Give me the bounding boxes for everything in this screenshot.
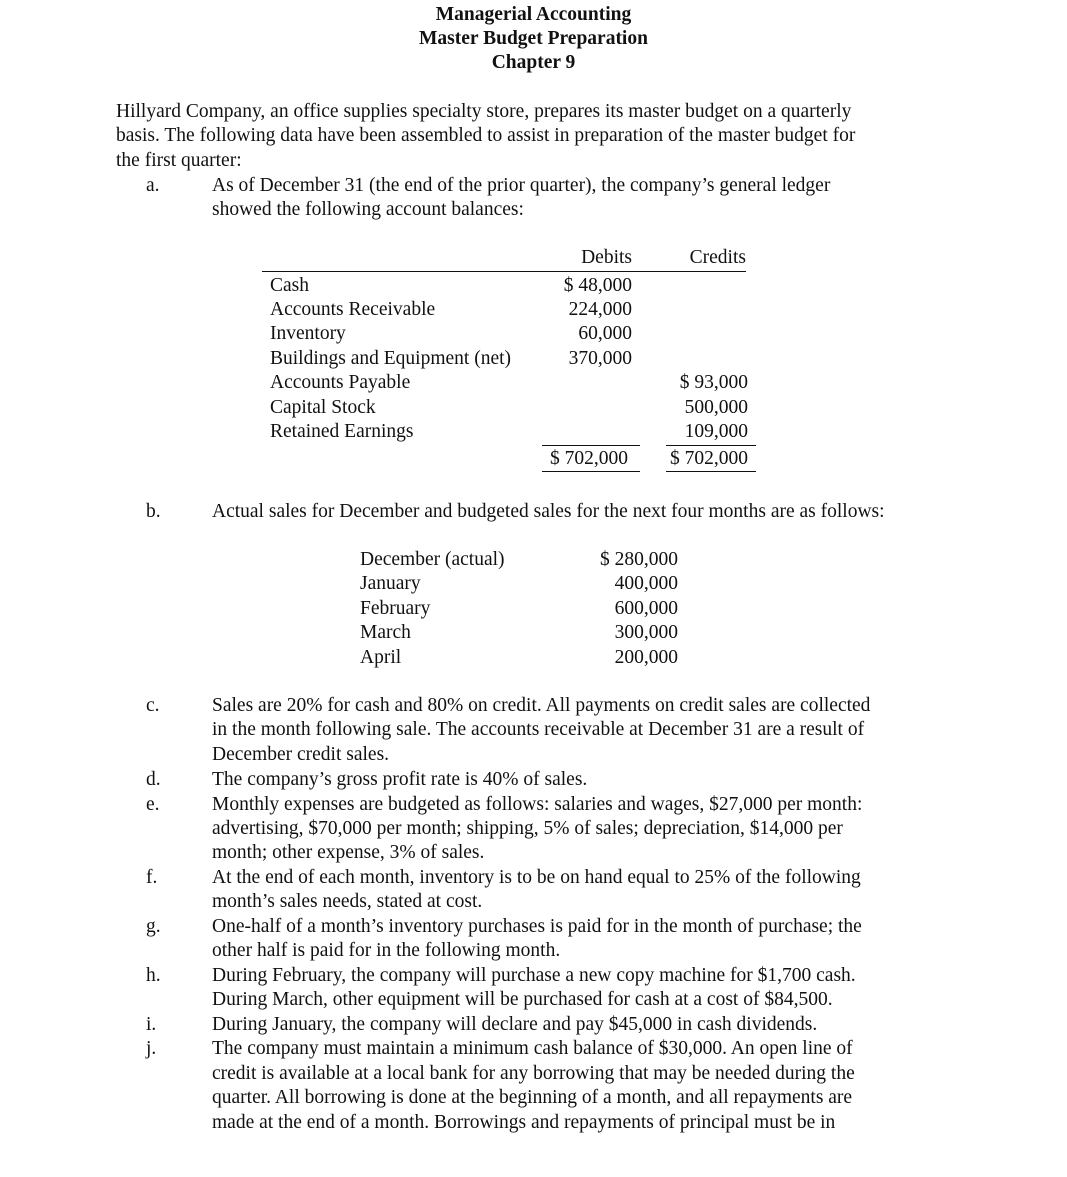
item-letter: j. [146, 1038, 157, 1059]
account-name: Accounts Payable [270, 372, 411, 393]
item-text: During February, the company will purchase a new copy machine for $1,700 cash. [212, 965, 856, 986]
item-letter: c. [146, 695, 160, 716]
item-letter: i. [146, 1014, 157, 1035]
credits-header: Credits [689, 247, 746, 268]
sales-month: April [360, 647, 402, 668]
item-text: During March, other equipment will be purchased for cash at a cost of $84,500. [212, 989, 833, 1010]
debits-header: Debits [581, 247, 632, 268]
credit-value: 500,000 [684, 397, 748, 418]
account-name: Accounts Receivable [270, 299, 436, 320]
sales-amount: $ 280,000 [600, 549, 678, 570]
item-text: Sales are 20% for cash and 80% on credit. All payments on credit sales are collected [212, 695, 871, 716]
item-text: advertising, $70,000 per month; shipping, 5% of sales; depreciation, $14,000 per [212, 818, 843, 839]
credit-value: 109,000 [684, 421, 748, 442]
item-text: The company must maintain a minimum cash balance of $30,000. An open line of [212, 1038, 853, 1059]
item-text: month’s sales needs, stated at cost. [212, 891, 483, 912]
credit-value: $ 93,000 [679, 372, 748, 393]
sales-month: December (actual) [360, 549, 505, 570]
item-letter: f. [146, 867, 158, 888]
sales-month: February [360, 598, 431, 619]
item-letter: e. [146, 794, 160, 815]
credit-total-rule [666, 445, 756, 446]
item-text: Monthly expenses are budgeted as follows: salaries and wages, $27,000 per month: [212, 794, 863, 815]
item-text: As of December 31 (the end of the prior quarter), the company’s general ledger [212, 175, 831, 196]
debit-value: 60,000 [578, 323, 632, 344]
item-letter: h. [146, 965, 161, 986]
item-text: showed the following account balances: [212, 199, 524, 220]
sales-amount: 300,000 [614, 622, 678, 643]
page-subtitle: Master Budget Preparation [419, 28, 648, 49]
sales-amount: 600,000 [614, 598, 678, 619]
item-text: other half is paid for in the following month. [212, 940, 561, 961]
item-text: month; other expense, 3% of sales. [212, 842, 485, 863]
item-text: made at the end of a month. Borrowings and repayments of principal must be in [212, 1112, 836, 1133]
header-rule [262, 271, 746, 272]
intro-line: the first quarter: [116, 150, 242, 171]
item-letter: g. [146, 916, 161, 937]
chapter-label: Chapter 9 [491, 52, 576, 73]
sales-amount: 400,000 [614, 573, 678, 594]
credit-double-rule [666, 471, 756, 472]
debit-value: $ 48,000 [563, 275, 632, 296]
item-text: quarter. All borrowing is done at the beginning of a month, and all repayments are [212, 1087, 853, 1108]
item-letter: a. [146, 175, 160, 196]
item-letter: d. [146, 769, 161, 790]
debit-value: 224,000 [568, 299, 632, 320]
sales-month: March [360, 622, 411, 643]
intro-line: basis. The following data have been assembled to assist in preparation of the master budget for [116, 125, 856, 146]
sales-month: January [360, 573, 421, 594]
sales-amount: 200,000 [614, 647, 678, 668]
item-letter: b. [146, 501, 161, 522]
item-text: Actual sales for December and budgeted sales for the next four months are as follows: [212, 501, 885, 522]
debit-total-rule [542, 445, 640, 446]
item-text: The company’s gross profit rate is 40% of sales. [212, 769, 588, 790]
item-text: December credit sales. [212, 744, 390, 765]
account-name: Capital Stock [270, 397, 376, 418]
item-text: credit is available at a local bank for any borrowing that may be needed during the [212, 1063, 855, 1084]
debit-value: 370,000 [568, 348, 632, 369]
debit-double-rule [542, 471, 640, 472]
credit-total: $ 702,000 [670, 448, 748, 469]
debit-total: $ 702,000 [550, 448, 628, 469]
account-name: Cash [270, 275, 309, 296]
item-text: in the month following sale. The accounts receivable at December 31 are a result of [212, 719, 865, 740]
item-text: At the end of each month, inventory is to be on hand equal to 25% of the following [212, 867, 861, 888]
intro-line: Hillyard Company, an office supplies specialty store, prepares its master budget on a quarterly [116, 101, 852, 122]
account-name: Retained Earnings [270, 421, 414, 442]
item-text: During January, the company will declare and pay $45,000 in cash dividends. [212, 1014, 818, 1035]
account-name: Inventory [270, 323, 346, 344]
account-name: Buildings and Equipment (net) [270, 348, 512, 369]
page-title: Managerial Accounting [435, 4, 632, 25]
item-text: One-half of a month’s inventory purchases is paid for in the month of purchase; the [212, 916, 862, 937]
